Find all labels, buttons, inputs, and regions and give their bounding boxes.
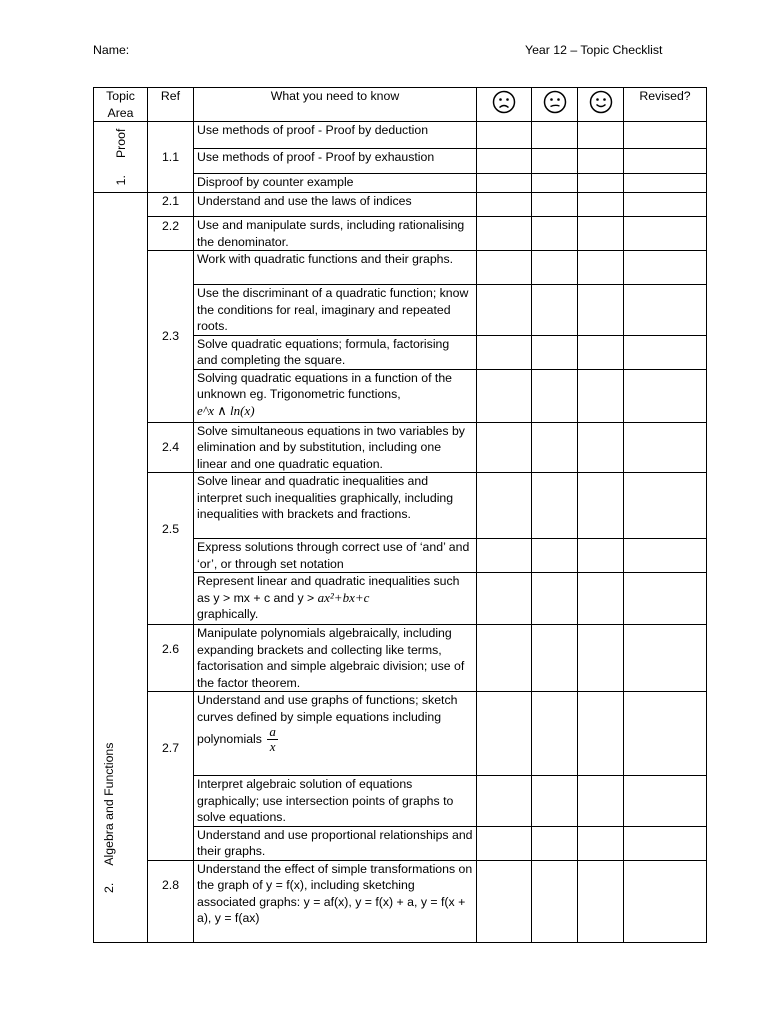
- col-topic-area: Topic Area: [94, 88, 148, 122]
- ref-2-7: 2.7: [148, 692, 194, 861]
- rating-cell[interactable]: [477, 335, 532, 369]
- ref-2-5: 2.5: [148, 473, 194, 625]
- rating-cell[interactable]: [532, 625, 578, 692]
- revised-cell[interactable]: [624, 573, 707, 625]
- col-what: What you need to know: [194, 88, 477, 122]
- rating-cell[interactable]: [532, 539, 578, 573]
- table-row: [94, 193, 707, 217]
- rating-cell[interactable]: [532, 573, 578, 625]
- rating-cell[interactable]: [477, 193, 532, 217]
- rating-cell[interactable]: [578, 422, 624, 473]
- revised-cell[interactable]: [624, 625, 707, 692]
- ref-2-3: 2.3: [148, 251, 194, 423]
- row-text: Solve linear and quadratic inequalities and interpret such inequalities graphically, including inequalities with brackets and fractions.: [194, 473, 477, 539]
- revised-cell[interactable]: [624, 149, 707, 174]
- table-row: [94, 122, 707, 149]
- ref-1-1: 1.1: [148, 122, 194, 193]
- page-title: Year 12 – Topic Checklist: [525, 43, 663, 57]
- rating-cell[interactable]: [477, 122, 532, 149]
- rating-cell[interactable]: [532, 473, 578, 539]
- row-text: Use methods of proof - Proof by deduction: [194, 122, 477, 149]
- rating-cell[interactable]: [477, 217, 532, 251]
- math-expression: ax²+bx+c: [317, 589, 370, 605]
- revised-cell[interactable]: [624, 473, 707, 539]
- row-text: Express solutions through correct use of ‘and’ and ‘or’, or through set notation: [194, 539, 477, 573]
- rating-cell[interactable]: [532, 826, 578, 860]
- ref-2-2: 2.2: [148, 217, 194, 251]
- table-row: [94, 692, 707, 776]
- rating-cell[interactable]: [477, 573, 532, 625]
- rating-cell[interactable]: [477, 285, 532, 336]
- rating-cell[interactable]: [578, 122, 624, 149]
- row-text: Manipulate polynomials algebraically, including expanding brackets and collecting like terms, factorisation and simple algebraic division; use of the factor theorem.: [194, 625, 477, 692]
- row-text: Represent linear and quadratic inequalities such as y > mx + c and y > ax²+bx+c graphically.: [194, 573, 477, 625]
- row-text: Understand the effect of simple transformations on the graph of y = f(x), including sketching associated graphs: y = af(x), y = f(x) + a, y = f(x + a), y = f(ax): [194, 860, 477, 942]
- table-row: [94, 422, 707, 473]
- rating-cell[interactable]: [477, 251, 532, 285]
- rating-cell[interactable]: [532, 193, 578, 217]
- rating-cell[interactable]: [578, 335, 624, 369]
- rating-cell[interactable]: [477, 473, 532, 539]
- rating-cell[interactable]: [477, 776, 532, 827]
- rating-cell[interactable]: [477, 826, 532, 860]
- ref-2-8: 2.8: [148, 860, 194, 942]
- table-row: [94, 860, 707, 942]
- rating-cell[interactable]: [532, 285, 578, 336]
- row-text: Solve simultaneous equations in two variables by elimination and by substitution, including one linear and one quadratic equation.: [194, 422, 477, 473]
- rating-cell[interactable]: [532, 776, 578, 827]
- rating-cell[interactable]: [578, 826, 624, 860]
- rating-cell[interactable]: [578, 193, 624, 217]
- rating-cell[interactable]: [532, 860, 578, 942]
- rating-cell[interactable]: [477, 422, 532, 473]
- revised-cell[interactable]: [624, 335, 707, 369]
- row-text: Disproof by counter example: [194, 174, 477, 193]
- rating-cell[interactable]: [477, 860, 532, 942]
- rating-cell[interactable]: [532, 335, 578, 369]
- rating-cell[interactable]: [532, 692, 578, 776]
- rating-cell[interactable]: [578, 625, 624, 692]
- row-text: Use methods of proof - Proof by exhaustion: [194, 149, 477, 174]
- revised-cell[interactable]: [624, 285, 707, 336]
- revised-cell[interactable]: [624, 251, 707, 285]
- rating-cell[interactable]: [578, 539, 624, 573]
- col-revised: Revised?: [624, 88, 707, 122]
- rating-cell[interactable]: [532, 122, 578, 149]
- rating-cell[interactable]: [578, 369, 624, 422]
- rating-cell[interactable]: [477, 174, 532, 193]
- table-row: [94, 217, 707, 251]
- rating-cell[interactable]: [532, 422, 578, 473]
- happy-face-icon: [589, 90, 613, 114]
- row-text: Work with quadratic functions and their graphs.: [194, 251, 477, 285]
- rating-cell[interactable]: [578, 149, 624, 174]
- math-expression: e^x ∧ ln(x): [197, 402, 255, 418]
- rating-cell[interactable]: [532, 251, 578, 285]
- ref-2-4: 2.4: [148, 422, 194, 473]
- table-row: [94, 251, 707, 285]
- rating-cell[interactable]: [477, 539, 532, 573]
- rating-cell[interactable]: [578, 174, 624, 193]
- rating-cell[interactable]: [477, 625, 532, 692]
- row-text: Use and manipulate surds, including rationalising the denominator.: [194, 217, 477, 251]
- col-ref: Ref: [148, 88, 194, 122]
- topic-algebra-label: 2. Algebra and Functions: [102, 742, 116, 893]
- name-label: Name:: [93, 43, 130, 57]
- revised-cell[interactable]: [624, 860, 707, 942]
- rating-cell[interactable]: [532, 174, 578, 193]
- rating-cell[interactable]: [578, 692, 624, 776]
- row-text: Understand and use proportional relationships and their graphs.: [194, 826, 477, 860]
- sad-face-icon: [492, 90, 516, 114]
- revised-cell[interactable]: [624, 174, 707, 193]
- fraction-a-over-x: $\frac{a}{x}$: [269, 724, 276, 754]
- rating-cell[interactable]: [578, 473, 624, 539]
- rating-cell[interactable]: [578, 285, 624, 336]
- ref-2-6: 2.6: [148, 625, 194, 692]
- rating-cell[interactable]: [477, 149, 532, 174]
- header-row: [94, 88, 707, 122]
- rating-cell[interactable]: [578, 776, 624, 827]
- row-text: Solve quadratic equations; formula, factorising and completing the square.: [194, 335, 477, 369]
- row-text: Understand and use graphs of functions; sketch curves defined by simple equations including polynomials $\frac{a}{x}$: [194, 692, 477, 776]
- row-text: Use the discriminant of a quadratic function; know the conditions for real, imaginary and repeated roots.: [194, 285, 477, 336]
- rating-cell[interactable]: [578, 860, 624, 942]
- neutral-face-icon: [543, 90, 567, 114]
- revised-cell[interactable]: [624, 122, 707, 149]
- rating-cell[interactable]: [532, 149, 578, 174]
- table-row: [94, 473, 707, 539]
- revised-cell[interactable]: [624, 369, 707, 422]
- row-text: Interpret algebraic solution of equations graphically; use intersection points of graphs to solve equations.: [194, 776, 477, 827]
- rating-cell[interactable]: [477, 369, 532, 422]
- rating-cell[interactable]: [532, 217, 578, 251]
- rating-cell[interactable]: [578, 217, 624, 251]
- rating-cell[interactable]: [532, 369, 578, 422]
- topic-checklist-table: [93, 87, 707, 943]
- topic-proof: 1. Proof: [94, 122, 148, 193]
- revised-cell[interactable]: [624, 826, 707, 860]
- revised-cell[interactable]: [624, 539, 707, 573]
- revised-cell[interactable]: [624, 422, 707, 473]
- revised-cell[interactable]: [624, 193, 707, 217]
- revised-cell[interactable]: [624, 692, 707, 776]
- rating-cell[interactable]: [578, 573, 624, 625]
- rating-cell[interactable]: [477, 692, 532, 776]
- ref-2-1: 2.1: [148, 193, 194, 217]
- row-text: Understand and use the laws of indices: [194, 193, 477, 217]
- table-row: [94, 625, 707, 692]
- row-text: Solving quadratic equations in a function of the unknown eg. Trigonometric functions, e^x ∧ ln(x): [194, 369, 477, 422]
- revised-cell[interactable]: [624, 776, 707, 827]
- revised-cell[interactable]: [624, 217, 707, 251]
- rating-cell[interactable]: [578, 251, 624, 285]
